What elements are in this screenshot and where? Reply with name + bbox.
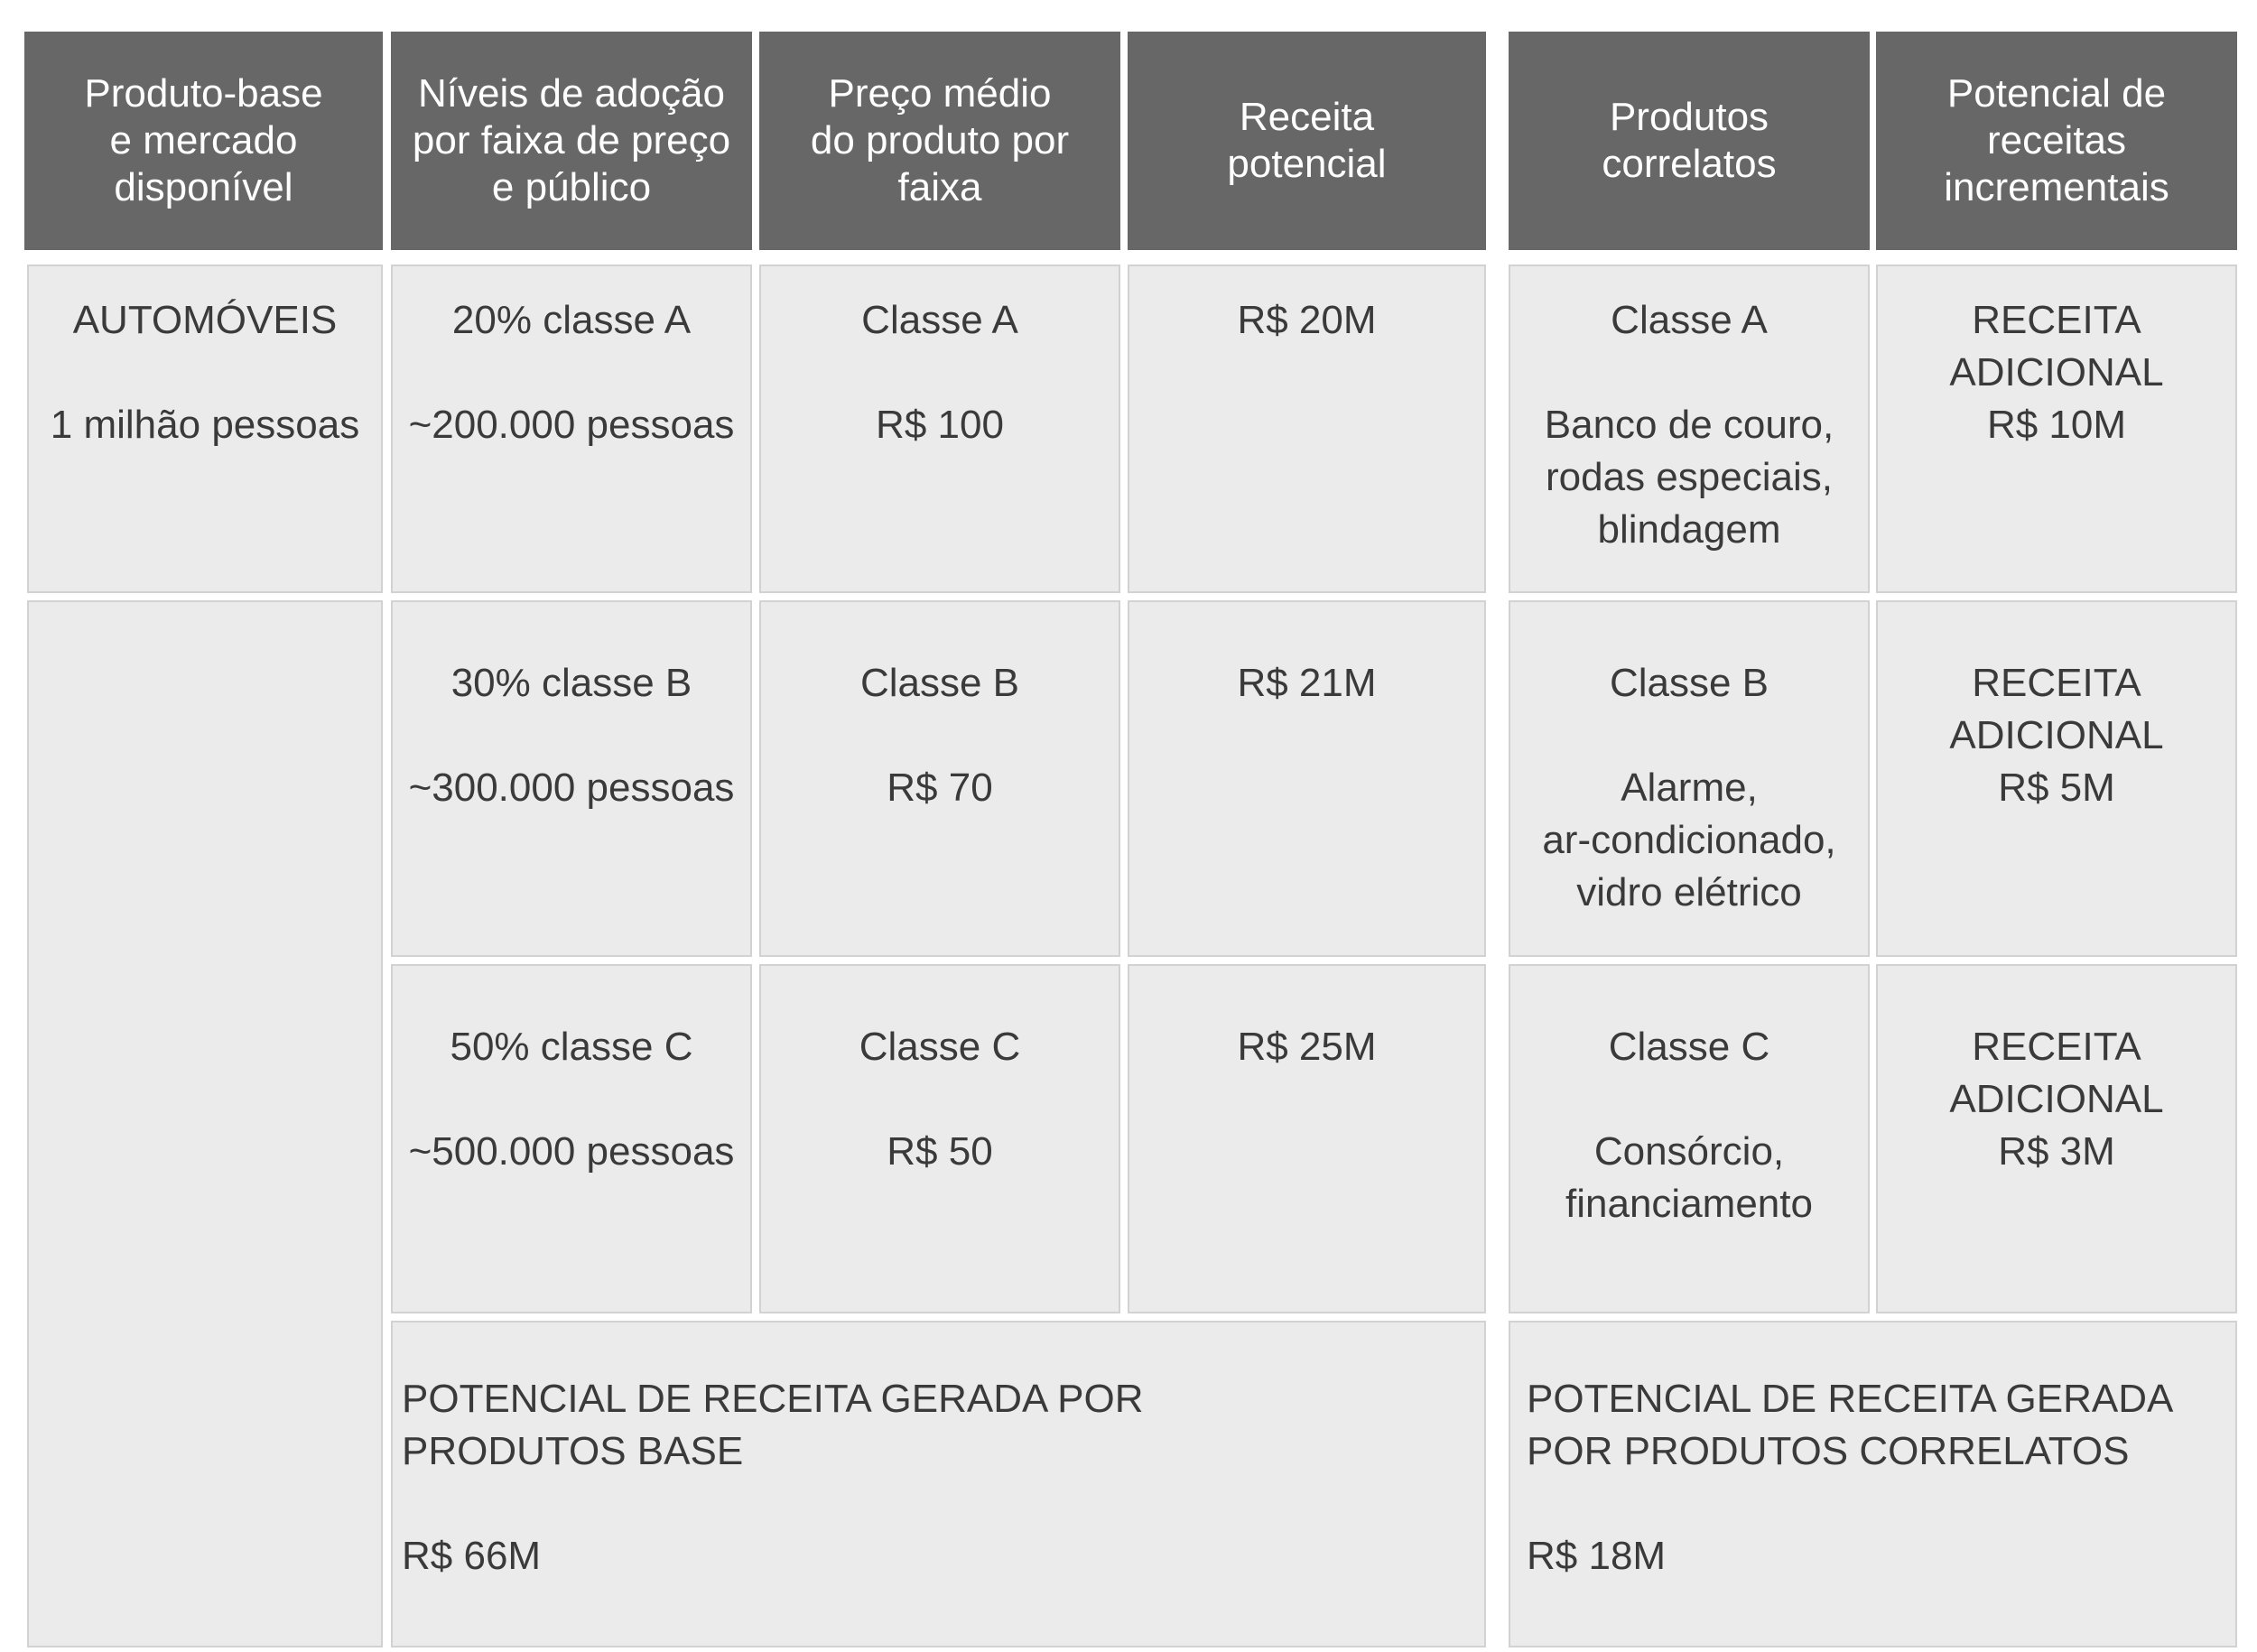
row-b-incremental-value: R$ 5M bbox=[1998, 766, 2115, 810]
total-base-products-label: POTENCIAL DE RECEITA GERADA POR PRODUTOS BASE bbox=[402, 1377, 1144, 1473]
row-a-incremental-label: RECEITA ADICIONAL bbox=[1949, 298, 2164, 394]
row-a-price: R$ 100 bbox=[876, 403, 1004, 447]
row-c-revenue: R$ 25M bbox=[1237, 1025, 1377, 1069]
row-b-related-cell bbox=[1509, 600, 1870, 957]
total-base-products-value: R$ 66M bbox=[402, 1534, 542, 1578]
row-c-incremental-cell bbox=[1876, 964, 2237, 1313]
row-b-related-class: Classe B bbox=[1609, 661, 1769, 705]
row-c-incremental-value: R$ 3M bbox=[1998, 1129, 2115, 1174]
header-adoption-levels-label: Níveis de adoção por faixa de preço e público bbox=[412, 71, 731, 209]
header-incremental-revenue bbox=[1876, 32, 2237, 250]
row-a-revenue: R$ 20M bbox=[1237, 298, 1377, 342]
row-c-related-cell bbox=[1509, 964, 1870, 1313]
row-a-related-class: Classe A bbox=[1611, 298, 1768, 342]
row-a-related-products: Banco de couro, rodas especiais, blindagem bbox=[1544, 403, 1834, 552]
row-b-price: R$ 70 bbox=[887, 766, 993, 810]
base-product-cell bbox=[27, 265, 383, 593]
row-c-price-cell bbox=[759, 964, 1120, 1313]
base-product-name: AUTOMÓVEIS bbox=[72, 298, 338, 342]
row-a-incremental-value: R$ 10M bbox=[1986, 403, 2127, 447]
row-b-adoption-cell bbox=[391, 600, 752, 957]
row-c-related-products: Consórcio, financiamento bbox=[1565, 1129, 1813, 1226]
row-c-price-class: Classe C bbox=[859, 1025, 1021, 1069]
row-b-price-class: Classe B bbox=[859, 661, 1020, 705]
row-c-adoption-cell bbox=[391, 964, 752, 1313]
row-a-revenue-cell bbox=[1128, 265, 1486, 593]
row-c-revenue-cell bbox=[1128, 964, 1486, 1313]
row-a-related-cell bbox=[1509, 265, 1870, 593]
base-product-market: 1 milhão pessoas bbox=[50, 403, 360, 447]
header-base-product-label: Produto-base e mercado disponível bbox=[84, 71, 323, 209]
header-base-product bbox=[24, 32, 383, 250]
row-a-incremental-cell bbox=[1876, 265, 2237, 593]
total-related-products-value: R$ 18M bbox=[1527, 1534, 1667, 1578]
row-c-incremental-label: RECEITA ADICIONAL bbox=[1949, 1025, 2164, 1121]
row-b-adoption: 30% classe B bbox=[450, 661, 692, 705]
row-a-price-class: Classe A bbox=[861, 298, 1018, 342]
row-b-people: ~300.000 pessoas bbox=[408, 766, 735, 810]
header-adoption-levels bbox=[391, 32, 752, 250]
row-c-adoption: 50% classe C bbox=[450, 1025, 693, 1069]
row-a-price-cell bbox=[759, 265, 1120, 593]
total-related-products-label: POTENCIAL DE RECEITA GERADA POR PRODUTOS CORRELATOS bbox=[1527, 1377, 2174, 1473]
total-related-products-cell bbox=[1509, 1321, 2237, 1647]
header-related-products bbox=[1509, 32, 1870, 250]
row-b-related-products: Alarme, ar-condicionado, vidro elétrico bbox=[1542, 766, 1836, 914]
row-a-adoption: 20% classe A bbox=[451, 298, 692, 342]
row-c-related-class: Classe C bbox=[1608, 1025, 1770, 1069]
total-base-products-cell bbox=[391, 1321, 1486, 1647]
header-average-price bbox=[759, 32, 1120, 250]
row-c-people: ~500.000 pessoas bbox=[408, 1129, 735, 1174]
row-b-incremental-label: RECEITA ADICIONAL bbox=[1949, 661, 2164, 757]
header-related-products-label: Produtos correlatos bbox=[1602, 95, 1777, 186]
base-product-empty-cell bbox=[27, 600, 383, 1647]
row-b-price-cell bbox=[759, 600, 1120, 957]
row-b-revenue-cell bbox=[1128, 600, 1486, 957]
row-b-incremental-cell bbox=[1876, 600, 2237, 957]
header-incremental-revenue-label: Potencial de receitas incrementais bbox=[1944, 71, 2169, 209]
row-a-people: ~200.000 pessoas bbox=[408, 403, 735, 447]
row-a-adoption-cell bbox=[391, 265, 752, 593]
row-b-revenue: R$ 21M bbox=[1237, 661, 1377, 705]
header-average-price-label: Preço médio do produto por faixa bbox=[810, 71, 1070, 209]
header-potential-revenue bbox=[1128, 32, 1486, 250]
header-potential-revenue-label: Receita potencial bbox=[1227, 95, 1387, 186]
row-c-price: R$ 50 bbox=[887, 1129, 993, 1174]
